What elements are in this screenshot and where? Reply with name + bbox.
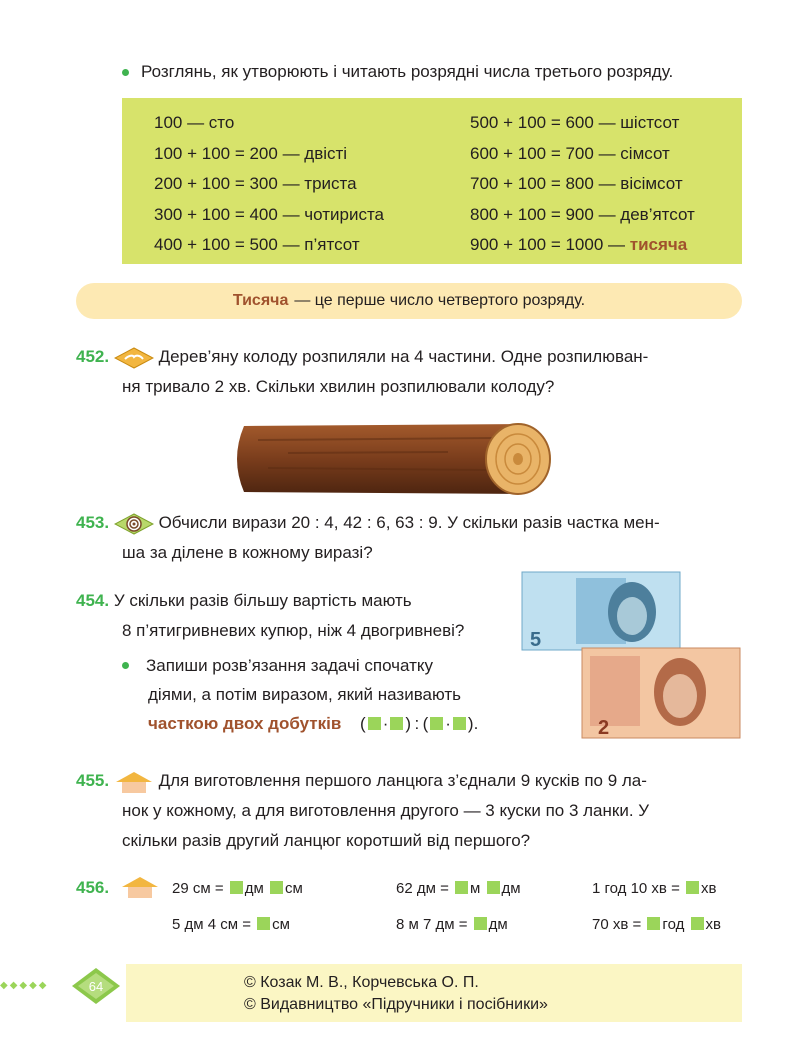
table-row: 200 + 100 = 300 — триста: [154, 174, 357, 193]
table-row: 700 + 100 = 800 — вісімсот: [470, 174, 683, 193]
table-row: 400 + 100 = 500 — п’ятсот: [154, 235, 360, 254]
definition-text: — це перше число четвертого розряду.: [294, 292, 586, 309]
task-454: [76, 586, 516, 646]
task-number: 454.: [76, 591, 110, 610]
task-line: Запиши розв’язання задачі спочатку: [146, 656, 434, 675]
table-row: [470, 230, 695, 261]
table-row: 300 + 100 = 400 — чотириста: [154, 204, 385, 224]
copyright-publisher: © Видавництво «Підручники і посібники»: [244, 996, 548, 1013]
task-line: Дерев’яну колоду розпиляли на 4 частини. Одне розпилюван-: [158, 347, 649, 366]
formula: ( · ) : ( · ).: [360, 714, 479, 733]
copyright-authors: © Козак М. В., Корчевська О. П.: [244, 974, 479, 991]
note-denomination: 5: [530, 629, 542, 651]
page-number-badge: [68, 966, 124, 1006]
bullet-icon: [122, 69, 129, 76]
conversion-item: 1 год 10 хв = хв: [592, 880, 717, 897]
page-number: 64: [88, 979, 104, 994]
table-left-column: [154, 108, 384, 261]
conversion-item: 5 дм 4 см = см: [172, 916, 290, 933]
table-row: 600 + 100 = 700 — сімсот: [470, 143, 670, 163]
task-452: [76, 342, 742, 402]
task-line: нок у кожному, а для виготовлення другого — 3 куски по 3 ланки. У: [122, 801, 650, 820]
intro-text: Розглянь, як утворюють і читають розрядні числа третього розряду.: [141, 62, 674, 81]
task-number: 452.: [76, 347, 110, 366]
intro-line: [122, 62, 673, 82]
note-denomination: 2: [598, 717, 610, 739]
house-icon: [114, 771, 154, 793]
blank-square: [390, 717, 403, 730]
log-illustration: [228, 418, 558, 500]
task-number: 455.: [76, 771, 110, 790]
task-line: ня тривало 2 хв. Скільки хвилин розпилювали колоду?: [122, 377, 555, 396]
handshake-icon: [114, 347, 154, 369]
table-row: 500 + 100 = 600 — шістсот: [470, 113, 680, 132]
task-number: 456.: [76, 878, 110, 897]
decorative-dots: ◆◆◆◆◆: [0, 980, 49, 991]
task-455: [76, 766, 742, 856]
task-line: Для виготовлення першого ланцюга з’єднали 9 кусків по 9 ла-: [158, 771, 647, 790]
footer: [126, 964, 742, 1022]
task-number: 453.: [76, 513, 110, 532]
definition-bar: [76, 283, 742, 319]
task-line: діями, а потім виразом, який називають: [148, 685, 462, 704]
table-row: 100 — сто: [154, 113, 235, 132]
task-line: 8 п’ятигривневих купюр, ніж 4 двогривневі?: [122, 621, 465, 640]
task-453: [76, 508, 742, 568]
blank-square: [368, 717, 381, 730]
house-icon: [120, 876, 160, 898]
conversion-item: 8 м 7 дм = дм: [396, 916, 508, 933]
task-454-sub: [148, 651, 478, 738]
task-line: скільки разів другий ланцюг коротший від першого?: [122, 831, 531, 850]
definition-accent: Тисяча: [232, 292, 289, 309]
conversion-item: 29 см = дм см: [172, 880, 303, 897]
task-line: Обчисли вирази 20 : 4, 42 : 6, 63 : 9. У скільки разів частка мен-: [158, 513, 660, 532]
table-right-column: [470, 108, 695, 261]
blank-square: [430, 717, 443, 730]
conversion-item: 70 хв = год хв: [592, 916, 721, 933]
task-line: ша за ділене в кожному виразі?: [122, 543, 373, 562]
conversion-item: 62 дм = м дм: [396, 880, 521, 897]
blank-square: [453, 717, 466, 730]
term-accent: часткою двох добутків: [148, 714, 342, 733]
table-row: 100 + 100 = 200 — двісті: [154, 143, 348, 163]
banknotes-illustration: [520, 570, 742, 742]
table-row: 800 + 100 = 900 — дев’ятсот: [470, 204, 695, 224]
target-icon: [114, 513, 154, 535]
task-line: У скільки разів більшу вартість мають: [113, 591, 412, 610]
table-last-prefix: 900 + 100 = 1000 —: [470, 235, 630, 254]
numbers-table: [122, 98, 742, 264]
table-last-accent: тисяча: [629, 235, 688, 254]
bullet-icon: [122, 662, 129, 669]
